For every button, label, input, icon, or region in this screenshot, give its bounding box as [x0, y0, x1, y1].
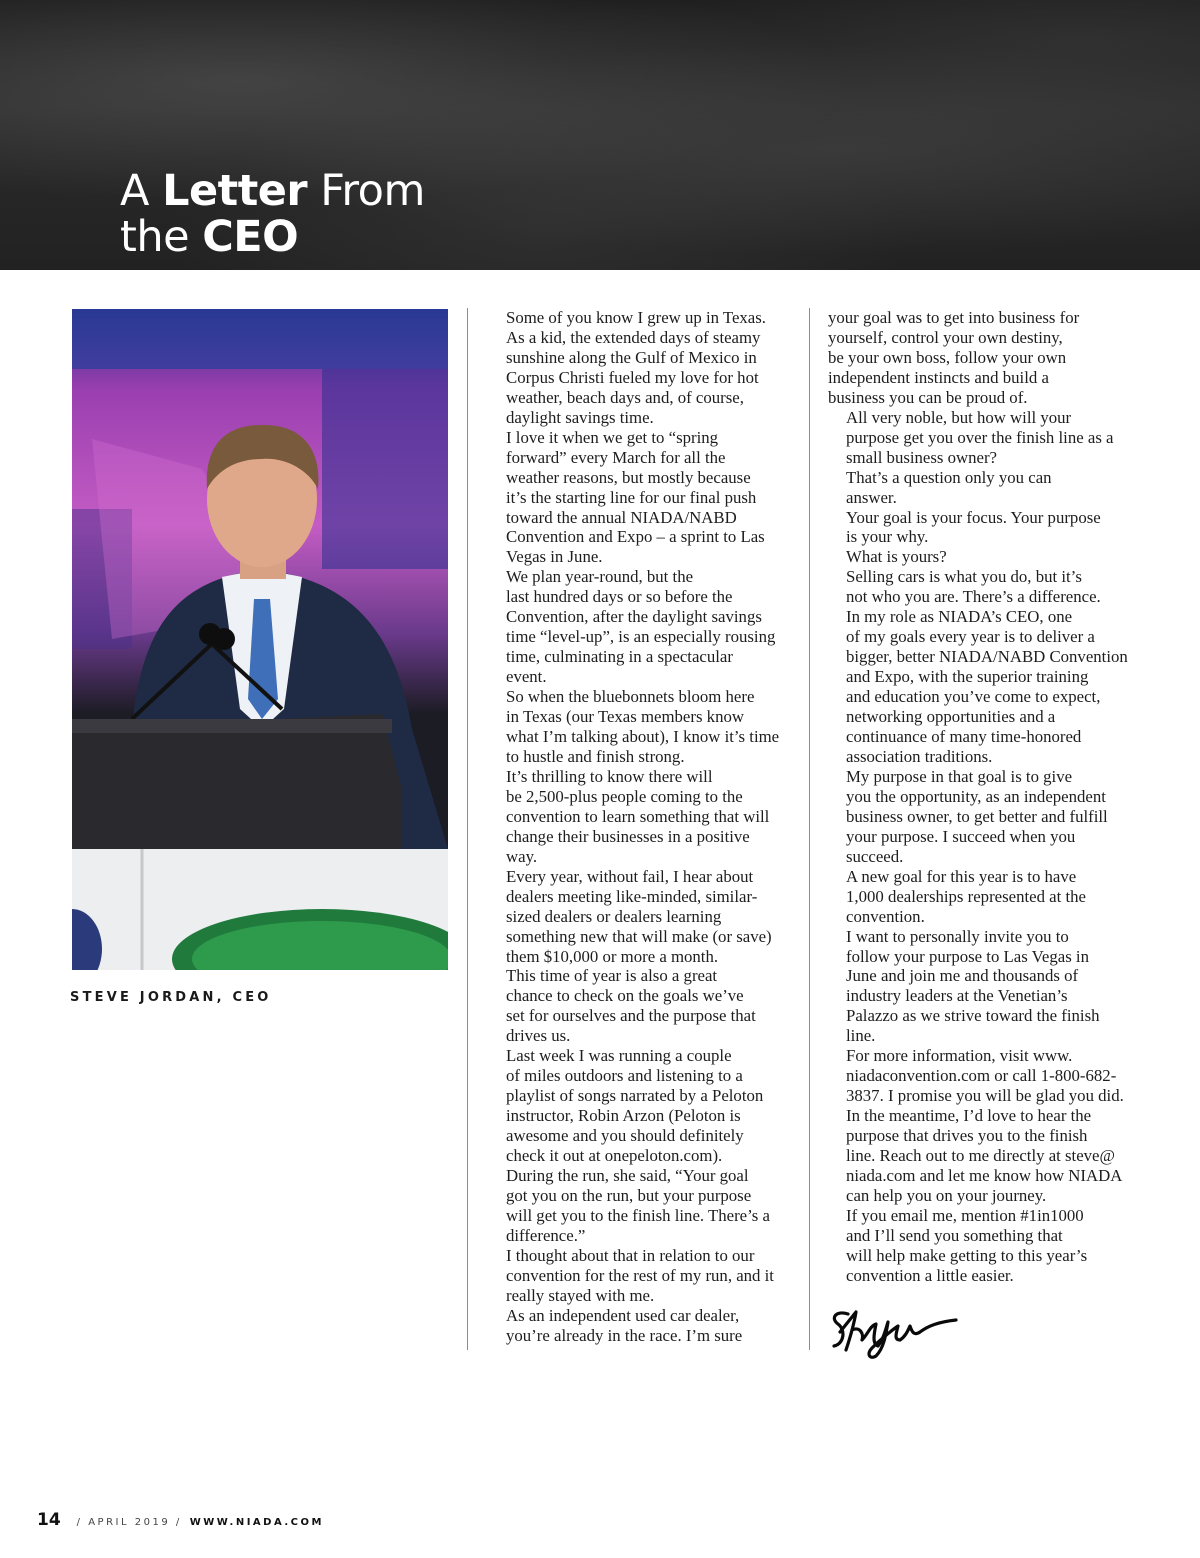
article-paragraph — [488, 867, 798, 967]
article-column-1 — [488, 308, 798, 1346]
text-line: is your why. — [846, 527, 929, 547]
page-number: 14 — [37, 1510, 61, 1530]
text-line: bigger, better NIADA/NABD Convention — [846, 647, 1128, 667]
text-line: During the run, she said, “Your goal — [506, 1165, 749, 1185]
article-paragraph — [828, 607, 1140, 767]
text-line: continuance of many time-honored — [846, 727, 1082, 747]
text-line: of miles outdoors and listening to a — [506, 1066, 743, 1086]
text-line: yourself, control your own destiny, — [828, 327, 1063, 347]
text-line: line. — [846, 1026, 876, 1046]
text-line: instructor, Robin Arzon (Peloton is — [506, 1106, 741, 1126]
text-line: got you on the run, but your purpose — [506, 1185, 752, 1205]
text-line: weather, beach days and, of course, — [506, 387, 744, 407]
article-paragraph — [488, 308, 798, 328]
text-line: 3837. I promise you will be glad you did. — [846, 1086, 1124, 1106]
text-line: association traditions. — [846, 746, 993, 766]
text-line: June and join me and thousands of — [846, 966, 1079, 986]
text-line: As an independent used car dealer, — [506, 1305, 740, 1325]
text-line: you the opportunity, as an independent — [846, 786, 1106, 806]
text-line: For more information, visit www. — [846, 1046, 1073, 1066]
text-line: and education you’ve come to expect, — [846, 687, 1101, 707]
text-line: will get you to the finish line. There’s a — [506, 1205, 770, 1225]
article-paragraph — [488, 1046, 798, 1166]
page-title: A Letter From the CEO — [120, 166, 425, 262]
text-line: As a kid, the extended days of steamy — [506, 327, 761, 347]
text-line: purpose that drives you to the finish — [846, 1126, 1088, 1146]
text-line: I thought about that in relation to our — [506, 1245, 755, 1265]
article-paragraph — [828, 508, 1140, 548]
text-line: Vegas in June. — [506, 547, 603, 567]
article-paragraph — [488, 328, 798, 428]
text-line: in Texas (our Texas members know — [506, 707, 744, 727]
article-paragraph — [828, 308, 1140, 408]
text-line: drives us. — [506, 1026, 571, 1046]
text-line: Your goal is your focus. Your purpose — [846, 507, 1101, 527]
text-line: All very noble, but how will your — [846, 407, 1072, 427]
article-paragraph — [828, 927, 1140, 1047]
text-line: In my role as NIADA’s CEO, one — [846, 607, 1073, 627]
text-line: your purpose. I succeed when you — [846, 826, 1076, 846]
text-line: niada.com and let me know how NIADA — [846, 1165, 1123, 1185]
article-paragraph — [488, 767, 798, 867]
text-line: it’s the starting line for our final push — [506, 487, 757, 507]
text-line: niadaconvention.com or call 1-800-682- — [846, 1066, 1117, 1086]
text-line: convention. — [846, 906, 925, 926]
article-paragraph — [488, 1166, 798, 1246]
text-line: small business owner? — [846, 447, 998, 467]
text-line: line. Reach out to me directly at steve@ — [846, 1146, 1115, 1166]
article-paragraph — [828, 1106, 1140, 1206]
text-line: be 2,500-plus people coming to the — [506, 786, 743, 806]
text-line: convention a little easier. — [846, 1265, 1014, 1285]
article-paragraph — [488, 567, 798, 687]
text-line: weather reasons, but mostly because — [506, 467, 751, 487]
photo-caption: STEVE JORDAN, CEO — [70, 990, 272, 1005]
text-line: answer. — [846, 487, 897, 507]
text-line: forward” every March for all the — [506, 447, 726, 467]
text-line: and Expo, with the superior training — [846, 667, 1089, 687]
text-line: It’s thrilling to know there will — [506, 766, 713, 786]
text-line: awesome and you should definitely — [506, 1126, 744, 1146]
article-paragraph — [488, 1306, 798, 1346]
article-paragraph — [828, 767, 1140, 867]
text-line: to hustle and finish strong. — [506, 746, 685, 766]
text-line: succeed. — [846, 846, 904, 866]
text-line: and I’ll send you something that — [846, 1225, 1063, 1245]
ceo-signature — [826, 1300, 962, 1362]
column-divider — [809, 308, 810, 1350]
text-line: Convention and Expo – a sprint to Las — [506, 527, 765, 547]
text-line: My purpose in that goal is to give — [846, 766, 1073, 786]
article-paragraph — [828, 567, 1140, 607]
page-footer — [37, 1510, 324, 1540]
text-line: follow your purpose to Las Vegas in — [846, 946, 1089, 966]
text-line: If you email me, mention #1in1000 — [846, 1205, 1084, 1225]
text-line: of my goals every year is to deliver a — [846, 627, 1095, 647]
text-line: Every year, without fail, I hear about — [506, 866, 754, 886]
article-paragraph — [828, 1046, 1140, 1106]
article-paragraph — [488, 687, 798, 767]
text-line: really stayed with me. — [506, 1285, 655, 1305]
article-paragraph — [828, 408, 1140, 468]
text-line: difference.” — [506, 1225, 586, 1245]
ceo-photo — [72, 309, 448, 970]
text-line: set for ourselves and the purpose that — [506, 1006, 756, 1026]
article-paragraph — [828, 867, 1140, 927]
text-line: you’re already in the race. I’m sure — [506, 1325, 743, 1345]
text-line: Some of you know I grew up in Texas. — [506, 308, 766, 327]
text-line: This time of year is also a great — [506, 966, 718, 986]
text-line: In the meantime, I’d love to hear the — [846, 1106, 1092, 1126]
text-line: convention for the rest of my run, and it — [506, 1265, 774, 1285]
text-line: Selling cars is what you do, but it’s — [846, 567, 1082, 587]
ceo-photo-illustration — [72, 309, 448, 970]
text-line: change their businesses in a positive — [506, 826, 750, 846]
text-line: sunshine along the Gulf of Mexico in — [506, 347, 757, 367]
text-line: will help make getting to this year’s — [846, 1245, 1088, 1265]
text-line: industry leaders at the Venetian’s — [846, 986, 1068, 1006]
text-line: That’s a question only you can — [846, 467, 1052, 487]
text-line: Convention, after the daylight savings — [506, 607, 762, 627]
text-line: them $10,000 or more a month. — [506, 946, 719, 966]
text-line: 1,000 dealerships represented at the — [846, 886, 1086, 906]
text-line: independent instincts and build a — [828, 367, 1049, 387]
text-line: business you can be proud of. — [828, 387, 1028, 407]
column-divider — [467, 308, 468, 1350]
text-line: be your own boss, follow your own — [828, 347, 1067, 367]
text-line: I love it when we get to “spring — [506, 427, 719, 447]
text-line: playlist of songs narrated by a Peloton — [506, 1086, 764, 1106]
text-line: Palazzo as we strive toward the finish — [846, 1006, 1100, 1026]
article-paragraph — [488, 428, 798, 568]
website-link[interactable]: WWW.NIADA.COM — [189, 1517, 324, 1528]
article-paragraph — [828, 547, 1140, 567]
text-line: I want to personally invite you to — [846, 926, 1069, 946]
article-paragraph — [828, 1206, 1140, 1286]
article-paragraph — [488, 966, 798, 1046]
text-line: sized dealers or dealers learning — [506, 906, 722, 926]
issue-date: / APRIL 2019 / — [76, 1517, 182, 1528]
text-line: can help you on your journey. — [846, 1185, 1047, 1205]
text-line: networking opportunities and a — [846, 707, 1056, 727]
article-column-2 — [828, 308, 1140, 1286]
article-paragraph — [828, 468, 1140, 508]
text-line: Last week I was running a couple — [506, 1046, 732, 1066]
text-line: business owner, to get better and fulfill — [846, 806, 1108, 826]
text-line: event. — [506, 667, 547, 687]
text-line: time “level-up”, is an especially rousing — [506, 627, 776, 647]
text-line: dealers meeting like-minded, similar- — [506, 886, 758, 906]
text-line: toward the annual NIADA/NABD — [506, 507, 737, 527]
text-line: what I’m talking about), I know it’s time — [506, 727, 780, 747]
text-line: chance to check on the goals we’ve — [506, 986, 744, 1006]
text-line: purpose get you over the finish line as a — [846, 427, 1114, 447]
text-line: So when the bluebonnets bloom here — [506, 687, 755, 707]
text-line: What is yours? — [846, 547, 947, 567]
text-line: We plan year-round, but the — [506, 567, 694, 587]
article-paragraph — [488, 1246, 798, 1306]
text-line: Corpus Christi fueled my love for hot — [506, 367, 759, 387]
text-line: last hundred days or so before the — [506, 587, 733, 607]
header-banner — [0, 0, 1200, 270]
text-line: check it out at onepeloton.com). — [506, 1146, 723, 1166]
text-line: not who you are. There’s a difference. — [846, 587, 1101, 607]
text-line: your goal was to get into business for — [828, 308, 1080, 327]
text-line: time, culminating in a spectacular — [506, 647, 733, 667]
text-line: something new that will make (or save) — [506, 926, 772, 946]
text-line: way. — [506, 846, 538, 866]
text-line: daylight savings time. — [506, 407, 654, 427]
text-line: convention to learn something that will — [506, 806, 770, 826]
text-line: A new goal for this year is to have — [846, 866, 1077, 886]
